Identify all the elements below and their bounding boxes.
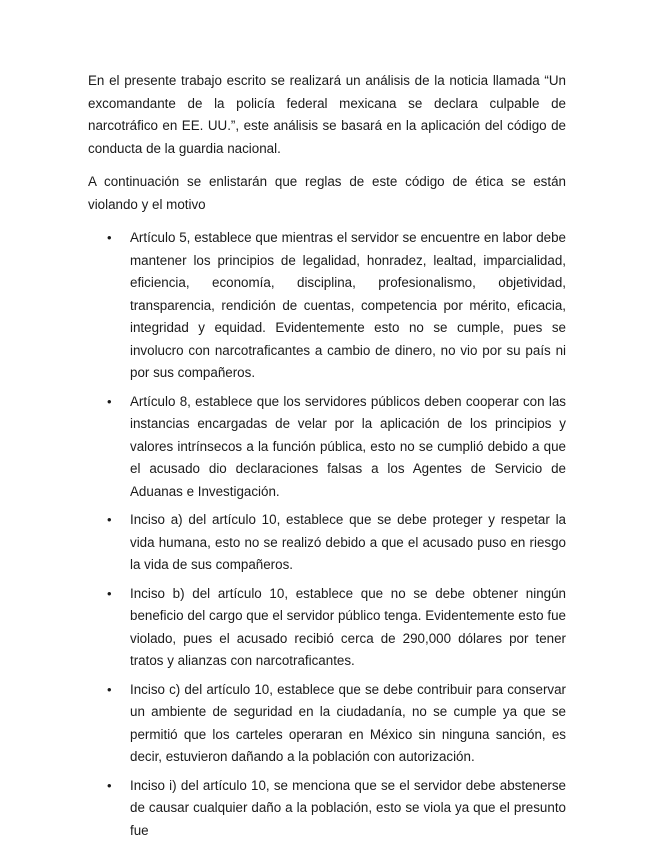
list-item-text: Inciso c) del artículo 10, establece que se debe contribuir para conservar un ambiente de seguridad en la ciudadanía, no se cumple ya que se permitió que los carteles operaran en México sin ninguna sanción, es decir, estuvieron dañando a la población con autorización. — [130, 681, 566, 764]
list-item — [88, 227, 566, 385]
bullet-icon: • — [107, 681, 112, 697]
bullet-icon: • — [107, 230, 112, 245]
list-item — [88, 391, 566, 504]
bullet-icon: • — [107, 777, 112, 793]
list-item-text: Inciso a) del artículo 10, establece que se debe proteger y respetar la vida humana, esto no se realizó debido a que el acusado puso en riesgo la vida de sus compañeros. — [130, 512, 566, 572]
list-item-text: Artículo 5, establece que mientras el servidor se encuentre en labor debe mantener los principios de legalidad, honradez, lealtad, imparcialidad, eficiencia, economía, disciplina, profesionalismo, objetividad, transparencia, rendición de cuentas, competencia por mérito, eficacia, integridad y equidad. Evidentemente esto no se cumple, pues se involucro con narcotraficantes a cambio de dinero, no vio por su país ni por sus compañeros. — [130, 230, 566, 380]
document-page — [88, 70, 566, 848]
list-item — [88, 679, 566, 769]
list-item-text: Inciso b) del artículo 10, establece que no se debe obtener ningún beneficio del cargo que el servidor público tenga. Evidentemente esto fue violado, pues el acusado recibió cerca de 290,000 dólares por tener tratos y alianzas con narcotraficantes. — [130, 585, 566, 668]
list-item — [88, 775, 566, 843]
bullet-icon: • — [107, 393, 112, 409]
list-intro-paragraph: A continuación se enlistarán que reglas de este código de ética se están violando y el motivo — [88, 174, 566, 212]
bullet-icon: • — [107, 512, 112, 527]
bullet-icon: • — [107, 585, 112, 601]
list-item-text: Inciso i) del artículo 10, se menciona que se el servidor debe abstenerse de causar cualquier daño a la población, esto se viola ya que el presunto fue — [130, 777, 566, 838]
list-item-text: Artículo 8, establece que los servidores públicos deben cooperar con las instancias encargadas de velar por la aplicación de los principios y valores intrínsecos a la función pública, esto no se cumplió debido a que el acusado dio declaraciones falsas a los Agentes de Servicio de Aduanas e Investigación. — [130, 393, 566, 499]
intro-paragraph: En el presente trabajo escrito se realizará un análisis de la noticia llamada “Un excomandante de la policía federal mexicana se declara culpable de narcotráfico en EE. UU.”, este análisis se basará en la aplicación del código de conducta de la guardia nacional. — [88, 73, 566, 156]
list-item — [88, 583, 566, 673]
list-item — [88, 509, 566, 577]
violations-list — [88, 227, 566, 842]
